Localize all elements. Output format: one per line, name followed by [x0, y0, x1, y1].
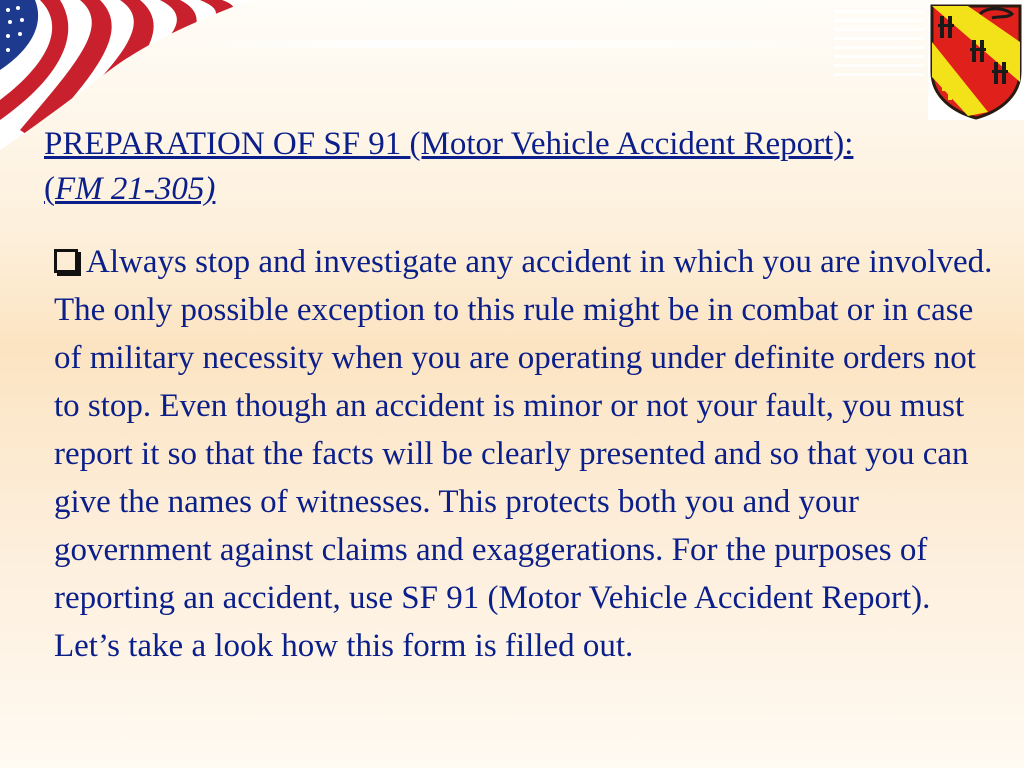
- slide-body-paragraph: [54, 238, 994, 670]
- body-text: Always stop and investigate any accident in which you are involved. The only possible exception to this rule might be in combat or in case of military necessity when you are operating under definite orders not to stop. Even though an accident is minor or not your fault, you must report it so that the facts will be clearly presented and so that you can give the names of witnesses. This protects both you and your government against claims and exaggerations. For the purposes of reporting an accident, use SF 91 (Motor Vehicle Accident Report). Let’s take a look how this form is filled out.: [54, 244, 993, 664]
- background-lines: [834, 10, 924, 100]
- unit-crest-icon: [928, 2, 1024, 120]
- checkbox-bullet-icon: [54, 249, 78, 273]
- title-main: PREPARATION OF SF 91 (Motor Vehicle Accident Report): (: [44, 126, 854, 207]
- flag-streak: [170, 40, 840, 48]
- title-reference: FM 21-305): [55, 171, 216, 207]
- slide-title: [44, 122, 904, 212]
